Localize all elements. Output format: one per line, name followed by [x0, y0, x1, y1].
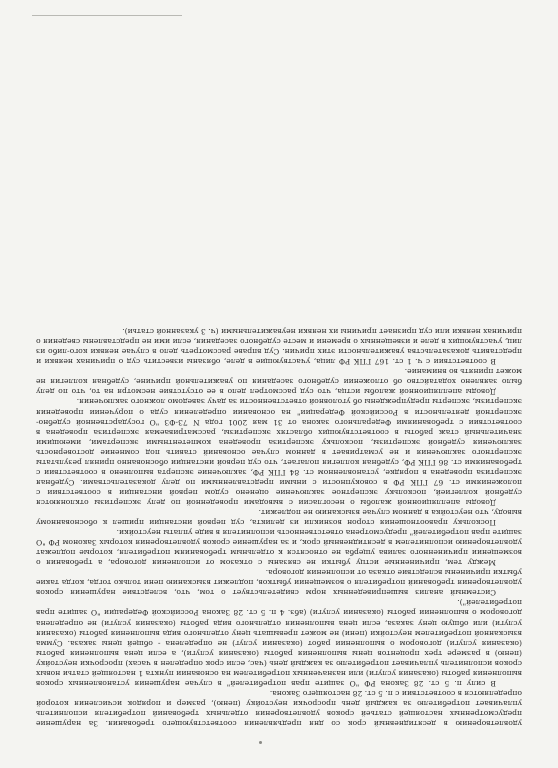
- paragraph: удовлетворению в десятидневный срок со дня предъявления соответствующего требования. За нарушение предусмотренных настоящей статьей сроков удовлетворения отдельных требований потребителя исполнитель уплачивает потребителю за каждый день просрочки неустойку (пеню), размер и порядок исчисления которой определяются в соответствии с п. 5 ст. 28 настоящего Закона.: [36, 688, 522, 728]
- paragraph: В силу п. 5 ст. 28 Закона РФ "О защите прав потребителей" в случае нарушения установленных сроков выполнения работы (оказания услуги) или назначенных потребителем на основании пункта 1 настоящей статьи новых сроков исполнитель уплачивает потребителю за каждый день (час, если срок определен в часах) просрочки неустойку (пеню) в размере трех процентов цены выполнения работы (оказания услуги), а если цена выполнения работы (оказания услуги) договором о выполнении работ (оказании услуг) не определена - общей цены заказа. Сумма взысканной потребителем неустойки (пени) не может превышать цену отдельного вида выполнения работы (оказания услуги) или общую цену заказа, если цена выполнения отдельного вида работы (оказания услуги) не определена договором о выполнении работы (оказании услуги) (абз. 4 п. 5 ст. 28 Закона Российской Федерации "О защите прав потребителей").: [36, 598, 522, 688]
- document-body: [36, 326, 522, 728]
- paragraph: В соответствии с ч. 1 ст. 167 ГПК РФ лица, участвующие в деле, обязаны известить суд о причинах неявки и представить доказательства уважительности этих причин. Суд вправе рассмотреть дело в случае неявки кого-либо из лиц, участвующих в деле и извещенных о времени и месте судебного заседания, если ими не представлены сведения о причинах неявки или суд признает причины их неявки неуважительными (ч. 3 указанной статьи).: [36, 327, 522, 367]
- paragraph: Системный анализ вышеприведенных норм свидетельствует о том, что, вследствие нарушения сроков удовлетворения требований потребителя о возмещении убытков, подлежит взысканию пени только тогда, когда такие убытки причинены вследствие отказа от исполнения договора.: [36, 568, 522, 598]
- page-rule: [32, 15, 182, 16]
- paragraph: Доводы апелляционной жалобы о несогласии с выводами проведенной по делу экспертизы отклоняются судебной коллегией, поскольку экспертное заключение оценено судом первой инстанции в соответствии с положениями ст. 67 ГПК РФ в совокупности с иными представленными по делу доказательствами. Судебная экспертиза проведена в порядке, установленном ст. 84 ГПК РФ, заключение эксперта выполнено в соответствии с требованиями ст. 86 ГПК РФ, судебная коллегия полагает, что суд первой инстанции обоснованно принял результаты экспертного заключения и не усматривает в данном случае оснований ставить под сомнение достоверность заключения судебной экспертизы, поскольку экспертиза проведена компетентными экспертами, имеющими значительный стаж работы в соответствующих областях экспертизы, рассматриваемая экспертиза проведена в соответствии с требованиями Федерального закона от 31 мая 2001 года N 73-ФЗ "О государственной судебно-экспертной деятельности в Российской Федерации" на основании определения суда о поручении проведения экспертизы, эксперты предупреждены об уголовной ответственности за дачу заведомо ложного заключения.: [36, 397, 522, 507]
- paragraph: Поскольку правоотношения сторон возникли из деликта, суд первой инстанции пришел к обоснованному выводу, что неустойка в данном случае взысканию не подлежит.: [36, 508, 522, 528]
- scan-speck: [259, 741, 262, 744]
- paragraph: Доводы апелляционной жалобы истца, что суд рассмотрел дело в ее отсутствие несмотря на то, что по делу было заявлено ходатайство об отложении судебного заседания по уважительной причине, судебная коллегия не может принять во внимание.: [36, 367, 522, 397]
- paragraph: Между тем, причиненные истцу убытки не связаны с отказом от исполнения договора, а требования о возмещении причиненного залива ущерба не относятся к отдельным требованиям потребителя, которые подлежат удовлетворению исполнителем в десятидневный срок, и за нарушение сроков удовлетворения которых Законом РФ "О защите прав потребителей" предусмотрена ответственность исполнителя в виде уплаты неустойки.: [36, 528, 522, 568]
